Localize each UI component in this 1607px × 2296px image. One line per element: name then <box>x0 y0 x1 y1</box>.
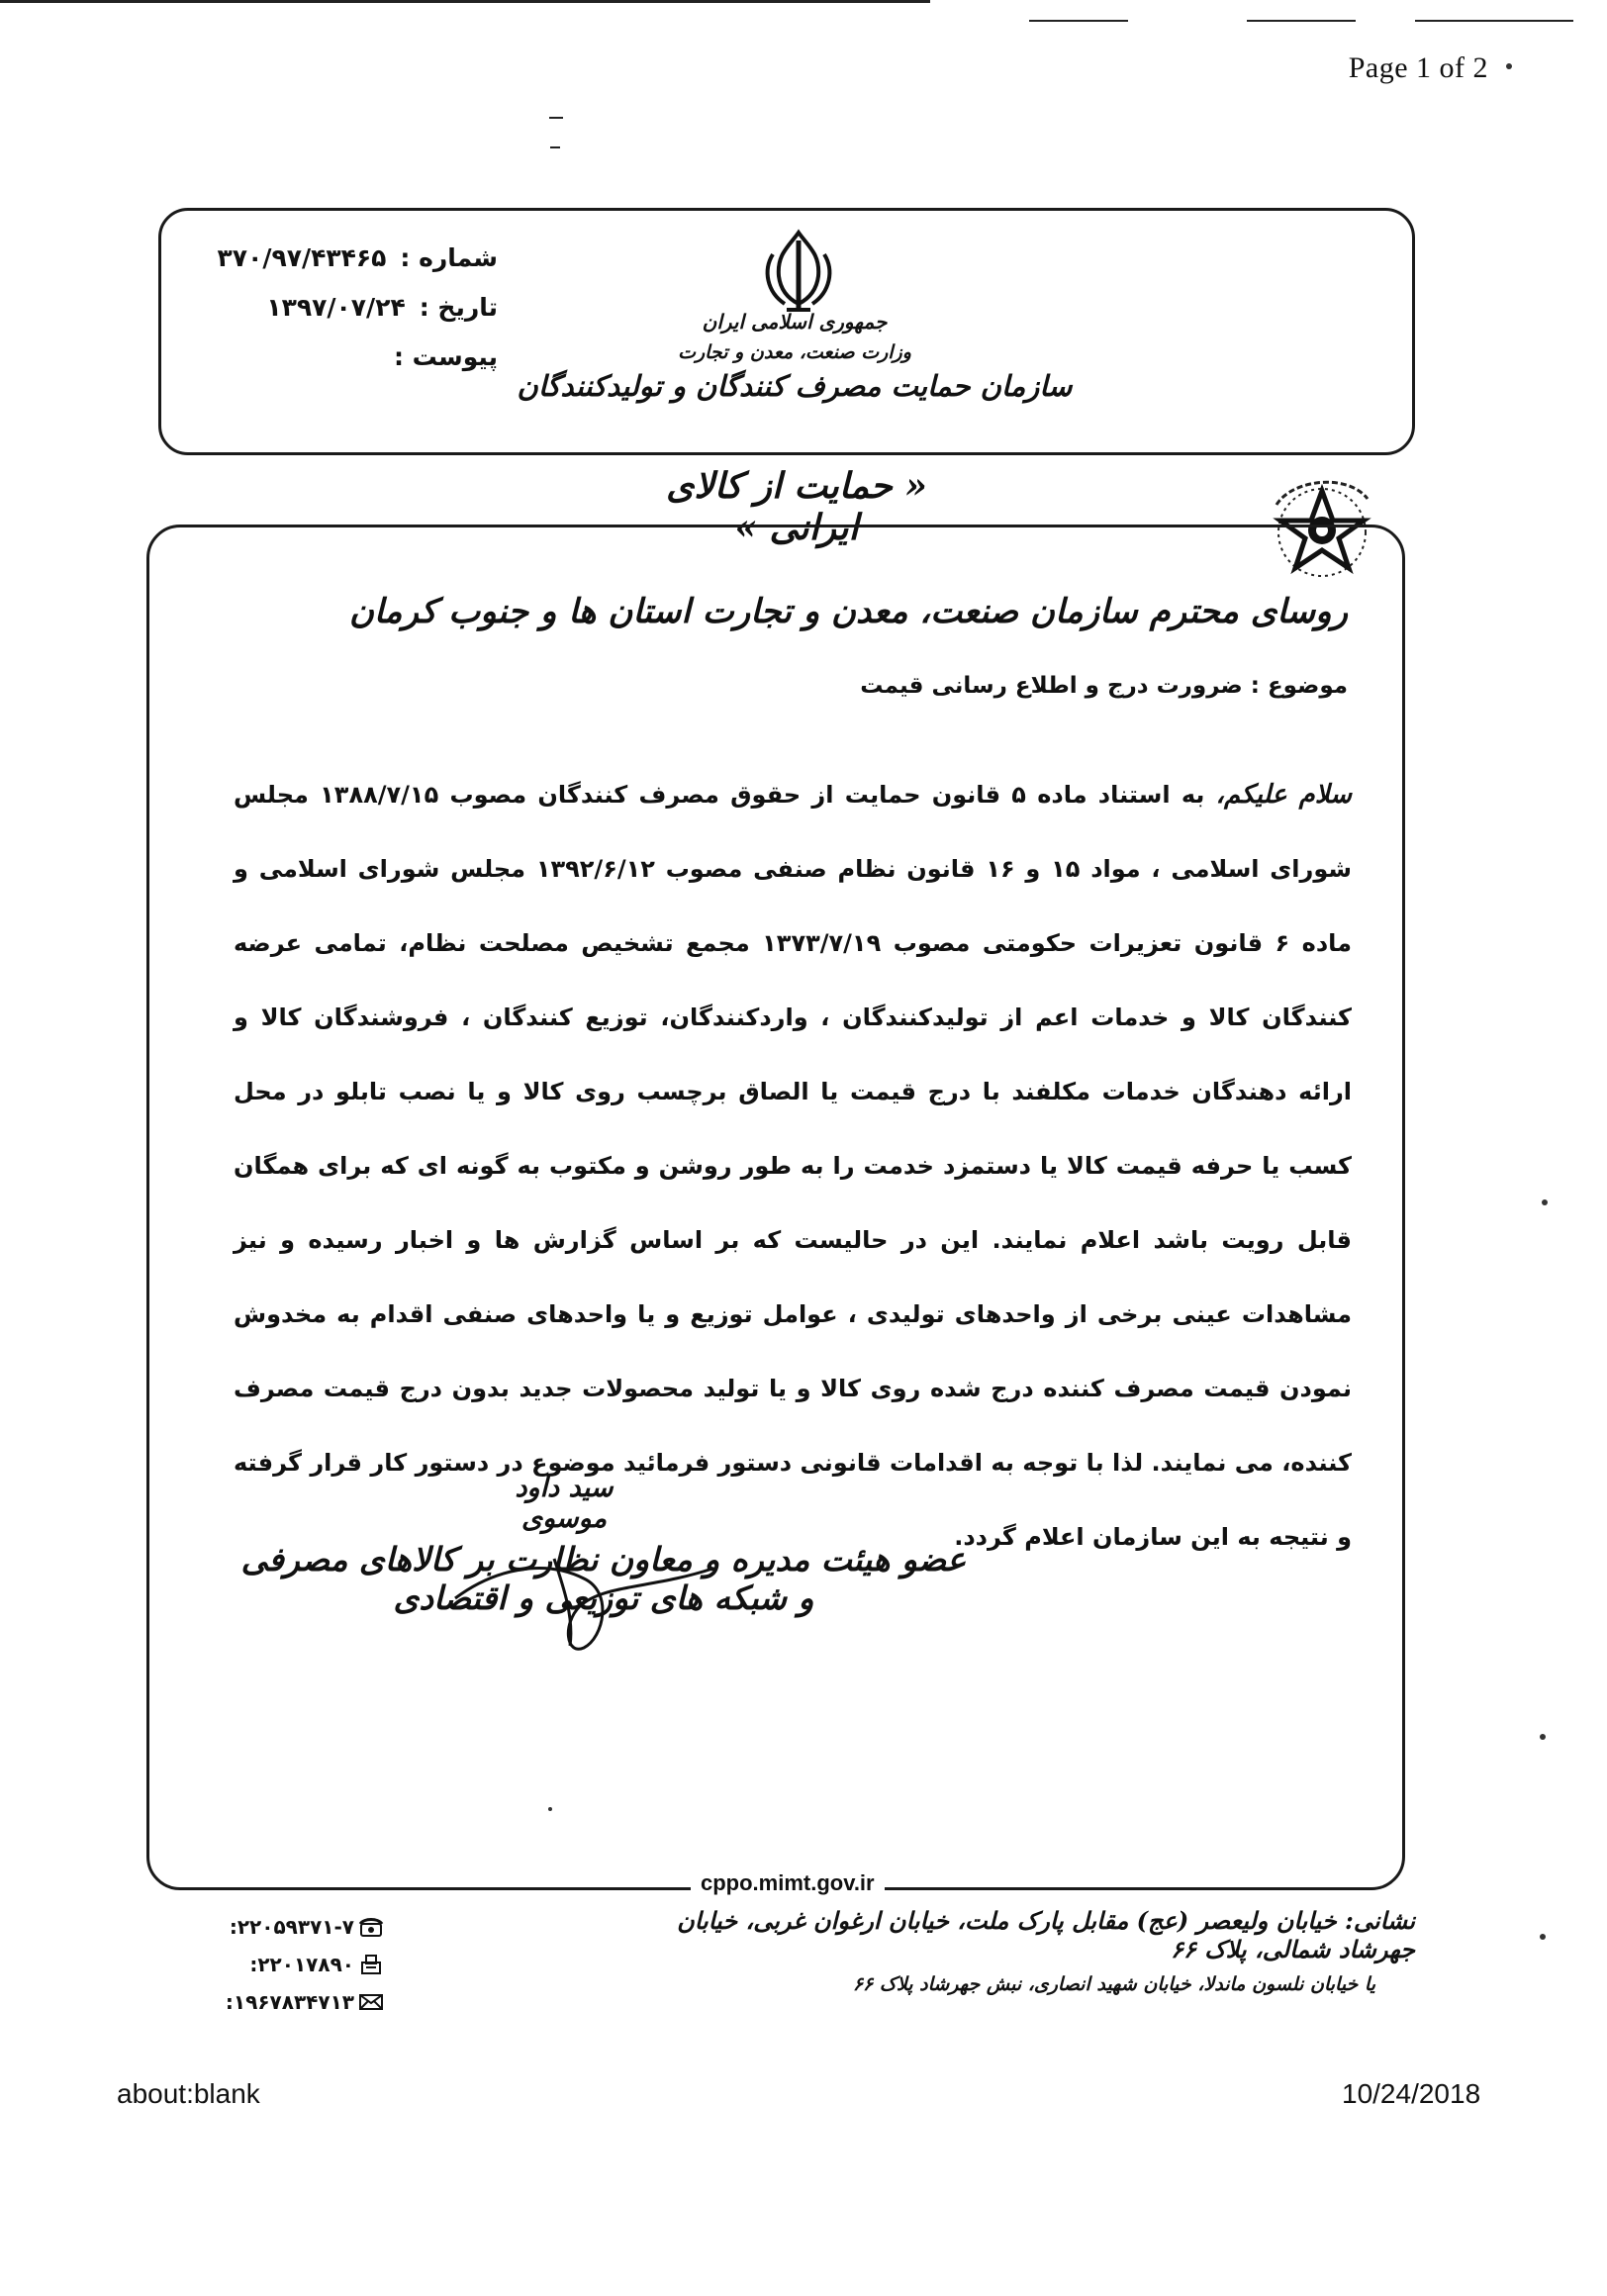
number-row <box>201 233 498 282</box>
fax-icon <box>358 1954 384 1975</box>
postal-code: ۱۹۶۷۸۳۴۷۱۳: <box>225 1990 354 2014</box>
country-name: جمهوری اسلامی ایران <box>702 310 888 334</box>
top-scan-dash <box>549 117 563 119</box>
address-line-1: نشانی: خیابان ولیعصر (عج) مقابل پارک ملت، خیابان ارغوان غربی، خیابان جهرشاد شمالی، پلاک ۶۶ <box>677 1906 1415 1963</box>
date-label: تاریخ : <box>419 292 498 322</box>
recipient-line: روسای محترم سازمان صنعت، معدن و تجارت استان ها و جنوب کرمان <box>348 592 1348 631</box>
margin-mark <box>1542 1199 1548 1205</box>
margin-mark <box>1540 1734 1546 1740</box>
top-scan-line <box>0 0 930 3</box>
address-line-2: یا خیابان نلسون ماندلا، خیابان شهید انصاری، نبش جهرشاد پلاک ۶۶ <box>852 1973 1375 1995</box>
fax-row <box>196 1946 384 1983</box>
top-scan-dash <box>1415 20 1573 22</box>
iran-emblem-icon <box>759 227 838 318</box>
postal-row <box>196 1983 384 2021</box>
number-label: شماره : <box>400 242 498 272</box>
attachment-label: پیوست : <box>393 341 498 371</box>
footer-date: 10/24/2018 <box>1342 2078 1481 2109</box>
top-scan-dash <box>1029 20 1128 22</box>
number-value: ۳۷۰/۹۷/۴۳۴۶۵ <box>217 242 387 272</box>
date-row <box>201 282 498 332</box>
attachment-row <box>201 332 498 381</box>
top-scan-dash <box>550 146 560 148</box>
letterhead-box <box>158 208 1415 455</box>
fax-number: ۲۲۰۱۷۸۹۰: <box>249 1953 354 1976</box>
margin-mark <box>1506 63 1512 69</box>
subject-label: موضوع : <box>1250 673 1348 699</box>
page-number-label: Page 1 of 2 <box>1348 51 1488 84</box>
signer-title: عضو هیئت مدیره و معاون نظارت بر کالاهای مصرفی و شبکه های توزیعی و اقتصادی <box>240 1540 967 1617</box>
date-value: ۱۳۹۷/۰۷/۲۴ <box>266 292 406 322</box>
greeting: سلام علیکم، <box>1215 780 1353 810</box>
contact-numbers <box>196 1908 384 2021</box>
top-scan-dash <box>1247 20 1356 22</box>
margin-mark <box>548 1807 552 1811</box>
envelope-icon <box>358 1991 384 2013</box>
signer-name: سید داود موسوی <box>515 1473 614 1534</box>
website-link[interactable]: cppo.mimt.gov.ir <box>691 1870 885 1896</box>
address-block <box>633 1906 1415 1995</box>
subject-row <box>860 673 1348 699</box>
subject-value: ضرورت درج و اطلاع رسانی قیمت <box>860 673 1243 699</box>
body-paragraph: به استناد ماده ۵ قانون حمایت از حقوق مصرف کنندگان مصوب ۱۳۸۸/۷/۱۵ مجلس شورای اسلامی ، مواد ۱۵ و ۱۶ قانون نظام صنفی مصوب ۱۳۹۲/۶/۱۲ مجلس شورای اسلامی و ماده ۶ قانون تعزیرات حکومتی مصوب ۱۳۷۳/۷/۱۹ مجمع تشخیص مصلحت نظام، تمامی عرضه کنندگان کالا و خدمات اعم از تولیدکنندگان ، واردکنندگان، توزیع کنندگان ، فروشندگان کالا و ارائه دهندگان خدمات مکلفند با درج قیمت یا الصاق برچسب روی کالا و یا نصب تابلو در محل کسب یا حرفه قیمت کالا یا دستمزد خدمت را به طور روشن و مکتوب به گونه ای که برای همگان قابل رویت باشد اعلام نمایند. این در حالیست که بر اساس گزارش ها و اخبار رسیده و نیز مشاهدات عینی برخی از واحدهای تولیدی ، عوامل توزیع و یا واحدهای صنفی اقدام به مخدوش نمودن قیمت مصرف کننده درج شده روی کالا و یا تولید محصولات جدید بدون درج قیمت مصرف کننده، می نمایند. لذا با توجه به اقدامات قانونی دستور فرمائید موضوع در دستور کار قرار گرفته و نتیجه به این سازمان اعلام گردد. <box>234 781 1353 1551</box>
phone-row <box>196 1908 384 1946</box>
slogan: « حمایت از کالای ایرانی » <box>666 465 927 548</box>
organization-titles <box>488 310 1101 403</box>
phone-number: ۲۲۰۵۹۳۷۱-۷: <box>229 1915 354 1939</box>
letter-body <box>234 758 1352 1575</box>
ministry-name: وزارت صنعت، معدن و تجارت <box>678 341 911 363</box>
phone-icon <box>358 1916 384 1938</box>
letter-meta <box>201 233 498 381</box>
footer-url: about:blank <box>117 2078 260 2109</box>
organization-name: سازمان حمایت مصرف کنندگان و تولیدکنندگان <box>517 369 1073 403</box>
margin-mark <box>1540 1934 1546 1940</box>
